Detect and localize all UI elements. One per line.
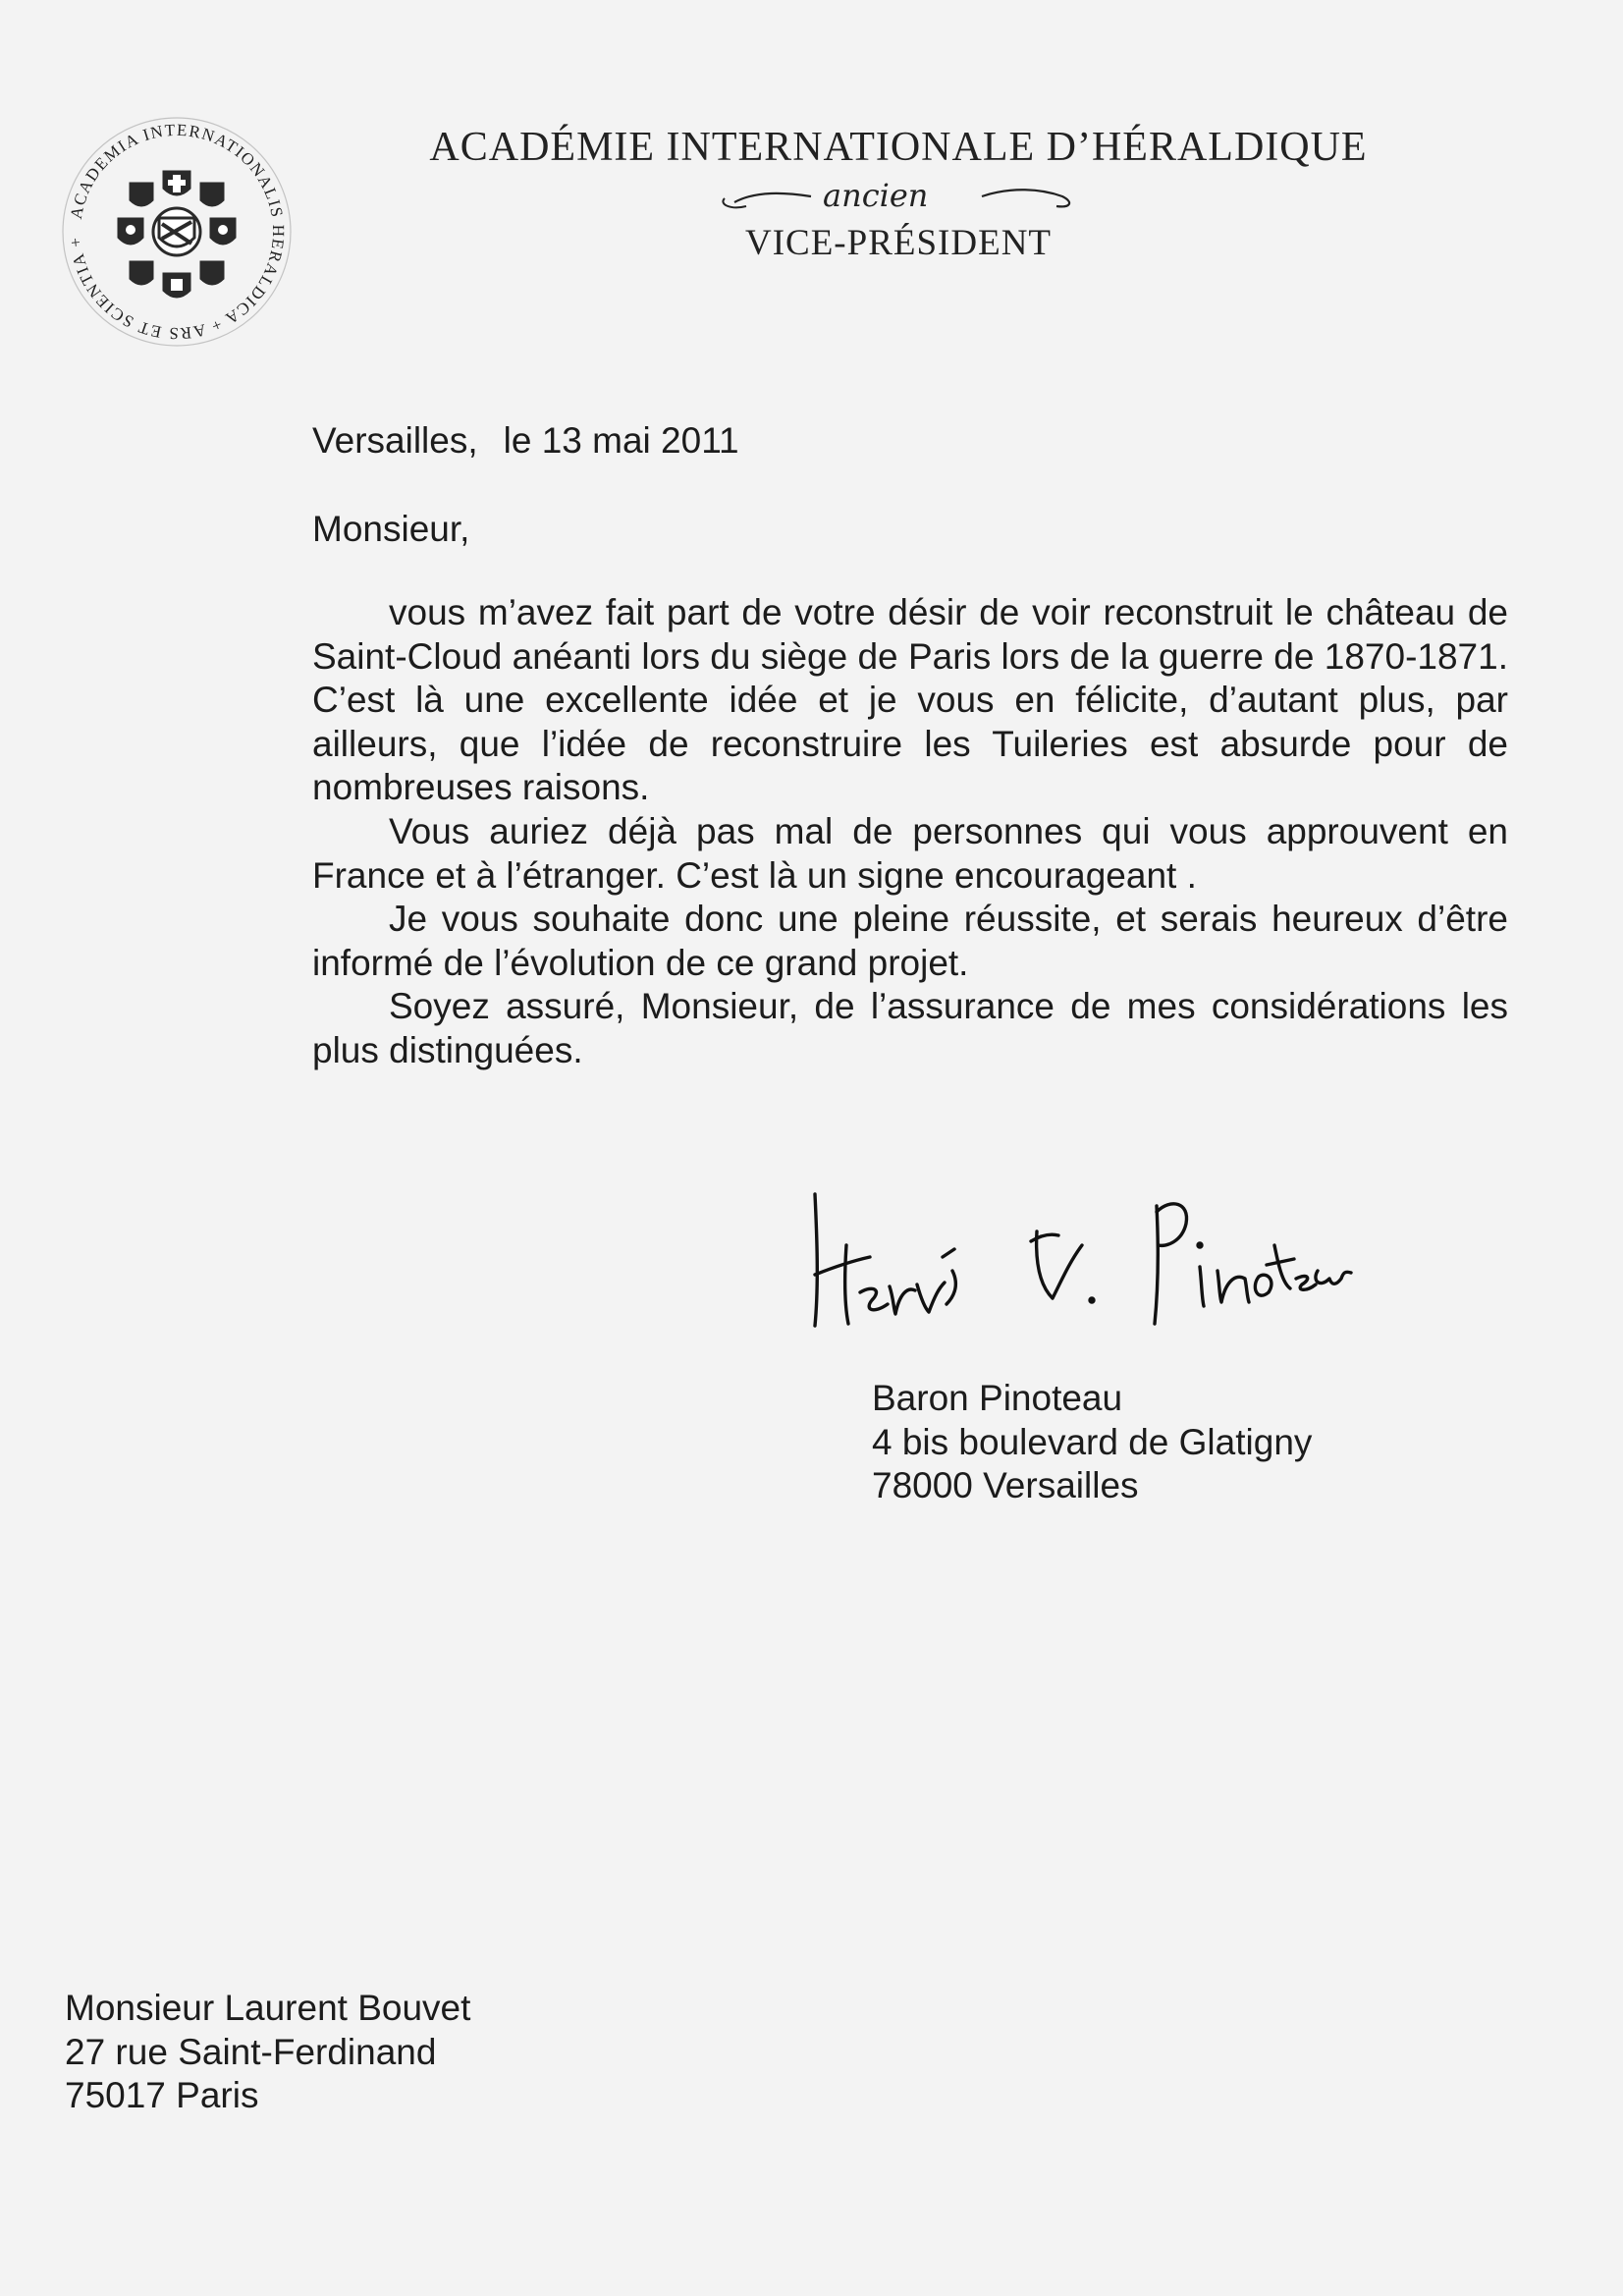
place: Versailles,	[312, 420, 478, 461]
date-line	[312, 420, 739, 462]
paragraph: Vous auriez déjà pas mal de personnes qui vous approuvent en France et à l’étranger. C’est là un signe encourageant .	[312, 810, 1508, 896]
handwritten-annotation-ancien	[717, 173, 1090, 222]
sender-address	[872, 1377, 1312, 1508]
svg-text:ACADEMIA INTERNATIONALIS HERAL: ACADEMIA INTERNATIONALIS HERALDICA + ARS ET SCIENTIA +	[65, 120, 289, 344]
date: le 13 mai 2011	[503, 420, 739, 461]
sender-city: 78000 Versailles	[872, 1465, 1139, 1505]
svg-text:ancien: ancien	[823, 177, 929, 214]
sender-street: 4 bis boulevard de Glatigny	[872, 1421, 1313, 1462]
paragraph: Soyez assuré, Monsieur, de l’assurance de mes considérations les plus distinguées.	[312, 986, 1508, 1070]
recipient-address	[65, 1987, 470, 2118]
salutation: Monsieur,	[312, 509, 470, 549]
recipient-street: 27 rue Saint-Ferdinand	[65, 2031, 437, 2072]
svg-text:Hervé V. Pinoteau: Hervé V. Pinoteau	[805, 1176, 813, 1177]
academy-seal-logo	[61, 116, 293, 348]
handwritten-signature	[805, 1176, 1355, 1343]
paragraph: vous m’avez fait part de votre désir de voir reconstruit le château de Saint-Cloud anéanti lors du siège de Paris lors de la guerre de 1870-1871. C’est là une excellente idée et je vous en félicite, d’autant plus, par ailleurs, que l’idée de reconstruire les Tuileries est absurde pour de nombreuses raisons.	[312, 592, 1508, 808]
letter-body	[312, 591, 1508, 1073]
paragraph: Je vous souhaite donc une pleine réussite, et serais heureux d’être informé de l’évolution de ce grand projet.	[312, 899, 1508, 983]
institution-name: ACADÉMIE INTERNATIONALE D’HÉRALDIQUE	[429, 125, 1368, 170]
recipient-city: 75017 Paris	[65, 2075, 259, 2115]
recipient-name: Monsieur Laurent Bouvet	[65, 1988, 471, 2028]
sender-name: Baron Pinoteau	[872, 1378, 1123, 1418]
position-title: VICE-PRÉSIDENT	[744, 223, 1053, 263]
